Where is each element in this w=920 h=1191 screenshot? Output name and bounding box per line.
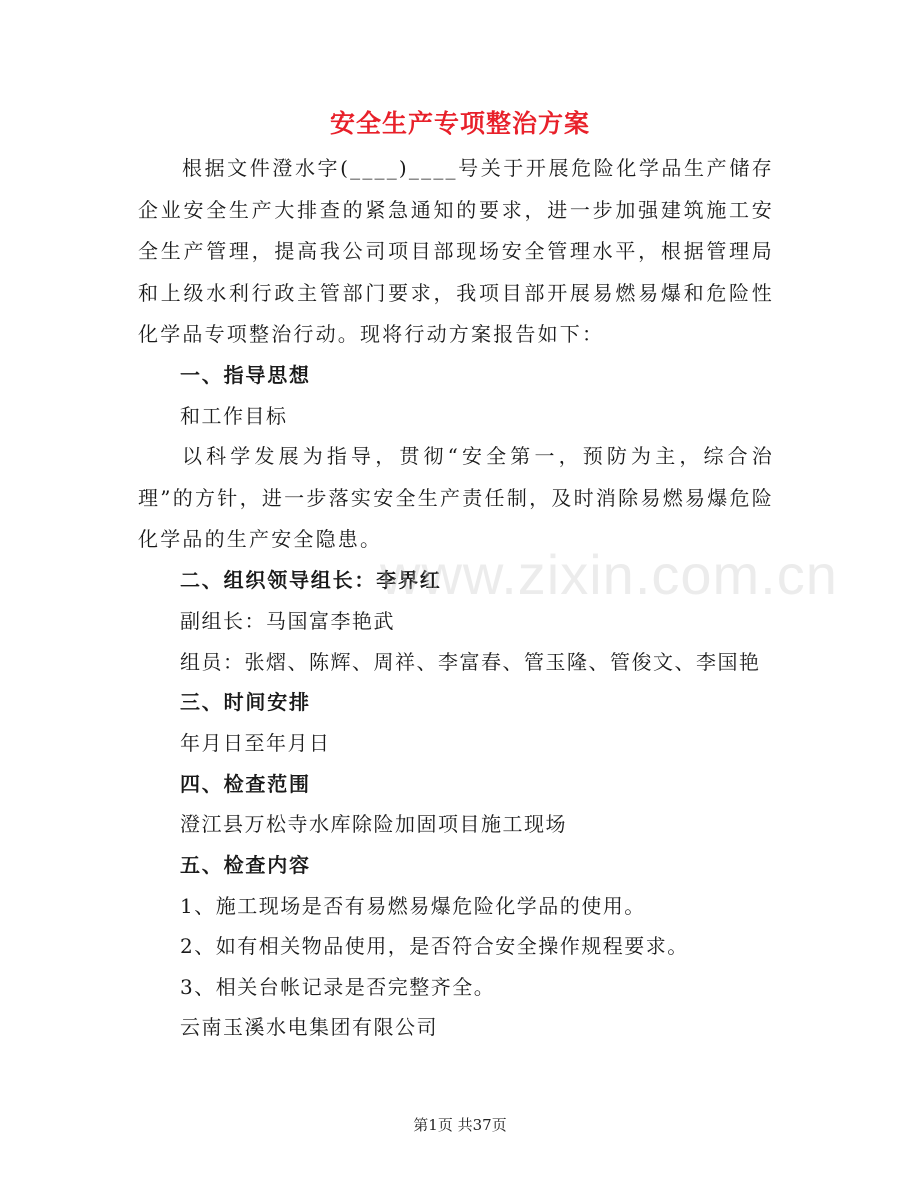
checklist-item: 3、相关台帐记录是否完整齐全。 — [180, 975, 496, 999]
section2-deputy: 副组长：马国富李艳武 — [180, 609, 395, 633]
section1-body: 以科学发展为指导，贯彻“安全第一，预防为主，综合治理”的方针，进一步落实安全生产责任制，及时消除易燃易爆危险化学品的生产安全隐患。 — [138, 444, 774, 551]
intro-paragraph: 根据文件澄水字(____)____号关于开展危险化学品生产储存企业安全生产大排查的紧急通知的要求，进一步加强建筑施工安全生产管理，提高我公司项目部现场安全管理水平，根据管理局和上级水利行政主管部门要求，我项目部开展易燃易爆和危险性化学品专项整治行动。现将行动方案报告如下： — [138, 156, 774, 346]
section1-subtitle: 和工作目标 — [180, 404, 288, 428]
section1-heading: 一、指导思想 — [180, 363, 311, 387]
page-number-footer: 第1页 共37页 — [413, 1116, 507, 1134]
checklist-item: 2、如有相关物品使用，是否符合安全操作规程要求。 — [180, 934, 689, 958]
signature-company: 云南玉溪水电集团有限公司 — [180, 1015, 438, 1039]
watermark: www.zixin.com.cn — [380, 543, 838, 606]
section3-body: 年月日至年月日 — [180, 731, 331, 755]
section2-members: 组员：张熠、陈辉、周祥、李富春、管玉隆、管俊文、李国艳 — [180, 650, 761, 674]
section3-heading: 三、时间安排 — [180, 690, 311, 714]
section4-heading: 四、检查范围 — [180, 772, 311, 796]
document-title: 安全生产专项整治方案 — [329, 109, 590, 138]
checklist-item: 1、施工现场是否有易燃易爆危险化学品的使用。 — [180, 894, 646, 918]
section5-heading: 五、检查内容 — [180, 853, 311, 877]
section2-heading: 二、组织领导组长：李界红 — [180, 568, 442, 592]
section4-body: 澄江县万松寺水库除险加固项目施工现场 — [180, 812, 567, 836]
